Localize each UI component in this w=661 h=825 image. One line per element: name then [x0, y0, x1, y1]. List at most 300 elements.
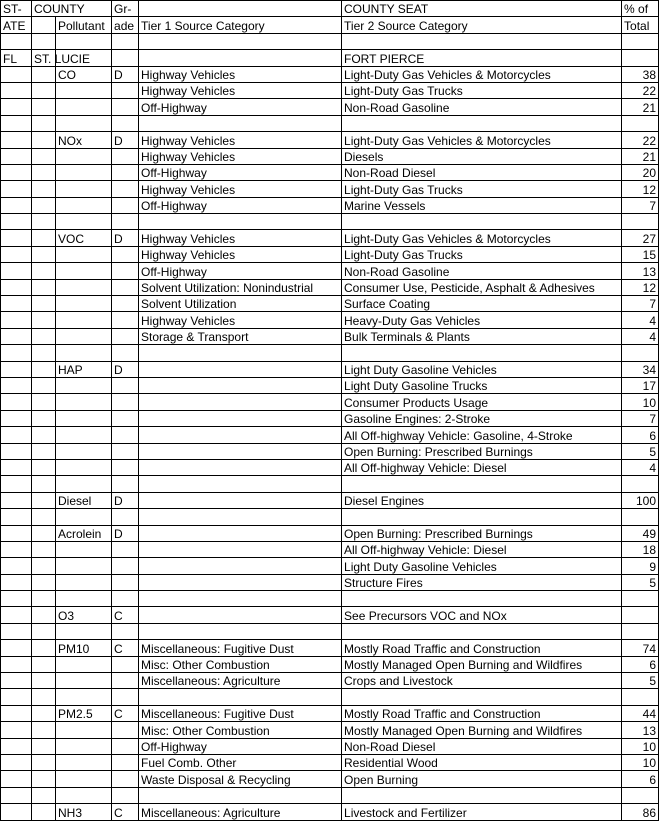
percent-cell: 74 — [622, 640, 659, 656]
grade-cell — [112, 115, 139, 131]
table-row — [1, 50, 659, 66]
table-row — [1, 197, 659, 213]
percent-cell — [622, 476, 659, 492]
county-cell — [32, 787, 56, 803]
table-row — [1, 591, 659, 607]
pollutant-cell — [56, 312, 112, 328]
grade-cell — [112, 574, 139, 590]
pollutant-cell — [56, 263, 112, 279]
state-cell — [1, 476, 32, 492]
state-cell — [1, 230, 32, 246]
pollutant-cell — [56, 787, 112, 803]
tier1-cell — [139, 476, 342, 492]
tier2-cell — [342, 115, 622, 131]
table-row — [1, 99, 659, 115]
tier2-cell: Livestock and Fertilizer — [342, 804, 622, 820]
pollutant-cell — [56, 673, 112, 689]
pollutant-cell: Acrolein — [56, 525, 112, 541]
state-cell — [1, 509, 32, 525]
grade-cell — [112, 148, 139, 164]
county-cell — [32, 279, 56, 295]
state-cell — [1, 591, 32, 607]
county-cell — [32, 246, 56, 262]
table-row — [1, 722, 659, 738]
tier2-cell: Heavy-Duty Gas Vehicles — [342, 312, 622, 328]
state-cell — [1, 656, 32, 672]
tier1-cell — [139, 623, 342, 639]
state-cell — [1, 345, 32, 361]
tier2-cell: Non-Road Gasoline — [342, 99, 622, 115]
grade-cell — [112, 279, 139, 295]
percent-cell: 4 — [622, 312, 659, 328]
state-cell — [1, 148, 32, 164]
grade-cell — [112, 754, 139, 770]
grade-cell — [112, 328, 139, 344]
grade-cell — [112, 82, 139, 98]
tier2-cell — [342, 689, 622, 705]
county-cell — [32, 574, 56, 590]
tier1-cell: Off-Highway — [139, 263, 342, 279]
state-cell — [1, 541, 32, 557]
state-cell — [1, 459, 32, 475]
grade-cell — [112, 246, 139, 262]
pollutant-cell — [56, 296, 112, 312]
state-cell — [1, 492, 32, 508]
county-cell — [32, 263, 56, 279]
table-row — [1, 312, 659, 328]
percent-cell: 10 — [622, 754, 659, 770]
pollutant-cell — [56, 33, 112, 49]
county-cell — [32, 377, 56, 393]
percent-cell: 18 — [622, 541, 659, 557]
state-cell — [1, 722, 32, 738]
state-cell — [1, 673, 32, 689]
tier1-cell: Miscellaneous: Agriculture — [139, 673, 342, 689]
grade-cell — [112, 689, 139, 705]
tier2-cell: Light-Duty Gas Trucks — [342, 82, 622, 98]
percent-cell — [622, 607, 659, 623]
pollutant-cell: HAP — [56, 361, 112, 377]
state-cell — [1, 607, 32, 623]
county-cell — [32, 640, 56, 656]
tier1-cell: Highway Vehicles — [139, 312, 342, 328]
tier1-cell — [139, 558, 342, 574]
table-row — [1, 427, 659, 443]
pollutant-cell — [56, 197, 112, 213]
percent-cell: 7 — [622, 410, 659, 426]
tier1-cell: Waste Disposal & Recycling — [139, 771, 342, 787]
county-cell — [32, 738, 56, 754]
state-cell — [1, 640, 32, 656]
grade-cell — [112, 476, 139, 492]
tier1-cell: Miscellaneous: Fugitive Dust — [139, 640, 342, 656]
county-cell — [32, 722, 56, 738]
pollutant-cell — [56, 722, 112, 738]
table-row — [1, 148, 659, 164]
pollutant-cell — [56, 591, 112, 607]
tier2-cell: Consumer Products Usage — [342, 394, 622, 410]
table-row — [1, 459, 659, 475]
tier1-cell — [139, 377, 342, 393]
tier2-cell: Non-Road Diesel — [342, 738, 622, 754]
grade-cell: D — [112, 361, 139, 377]
table-row — [1, 296, 659, 312]
pollutant-cell: NH3 — [56, 804, 112, 820]
table-row — [1, 279, 659, 295]
percent-cell: 13 — [622, 722, 659, 738]
grade-cell — [112, 656, 139, 672]
county-cell: ST. LUCIE — [32, 50, 56, 66]
pollutant-cell — [56, 427, 112, 443]
county-cell — [32, 509, 56, 525]
tier1-cell: Storage & Transport — [139, 328, 342, 344]
tier2-cell: All Off-highway Vehicle: Gasoline, 4-Stroke — [342, 427, 622, 443]
tier1-cell: Highway Vehicles — [139, 66, 342, 82]
tier1-cell: Solvent Utilization — [139, 296, 342, 312]
percent-cell: 9 — [622, 558, 659, 574]
table-row — [1, 394, 659, 410]
state-cell — [1, 312, 32, 328]
tier1-cell — [139, 689, 342, 705]
state-cell — [1, 132, 32, 148]
pollutant-cell — [56, 377, 112, 393]
pollutant-cell — [56, 771, 112, 787]
county-cell — [32, 689, 56, 705]
county-cell — [32, 148, 56, 164]
county-cell — [32, 459, 56, 475]
tier1-cell: Highway Vehicles — [139, 181, 342, 197]
percent-cell — [622, 591, 659, 607]
header-cell: ATE — [1, 17, 32, 33]
grade-cell: C — [112, 607, 139, 623]
pollutant-cell — [56, 541, 112, 557]
tier1-cell: Fuel Comb. Other — [139, 754, 342, 770]
percent-cell — [622, 214, 659, 230]
grade-cell — [112, 541, 139, 557]
tier1-cell: Solvent Utilization: Nonindustrial — [139, 279, 342, 295]
pollutant-cell — [56, 246, 112, 262]
state-cell — [1, 738, 32, 754]
tier1-cell — [139, 509, 342, 525]
pollutant-cell: VOC — [56, 230, 112, 246]
tier2-cell: Open Burning — [342, 771, 622, 787]
county-cell — [32, 410, 56, 426]
grade-cell — [112, 197, 139, 213]
tier2-cell: Structure Fires — [342, 574, 622, 590]
grade-cell — [112, 673, 139, 689]
grade-cell: D — [112, 66, 139, 82]
state-cell — [1, 279, 32, 295]
tier2-cell: Consumer Use, Pesticide, Asphalt & Adhesives — [342, 279, 622, 295]
county-cell — [32, 82, 56, 98]
state-cell — [1, 181, 32, 197]
tier1-cell: Off-Highway — [139, 197, 342, 213]
tier1-cell: Misc: Other Combustion — [139, 656, 342, 672]
table-row — [1, 115, 659, 131]
percent-cell — [622, 50, 659, 66]
county-cell — [32, 476, 56, 492]
percent-cell: 4 — [622, 459, 659, 475]
table-row — [1, 345, 659, 361]
tier1-cell — [139, 394, 342, 410]
county-cell — [32, 673, 56, 689]
state-cell — [1, 623, 32, 639]
county-cell — [32, 181, 56, 197]
table-row — [1, 492, 659, 508]
percent-cell: 12 — [622, 279, 659, 295]
table-row — [1, 214, 659, 230]
percent-cell: 21 — [622, 99, 659, 115]
tier2-cell: Marine Vessels — [342, 197, 622, 213]
county-cell — [32, 427, 56, 443]
tier1-cell — [139, 525, 342, 541]
county-cell — [32, 558, 56, 574]
percent-cell: 6 — [622, 656, 659, 672]
grade-cell: C — [112, 640, 139, 656]
tier2-cell: Mostly Managed Open Burning and Wildfires — [342, 656, 622, 672]
state-cell — [1, 705, 32, 721]
percent-cell: 44 — [622, 705, 659, 721]
pollutant-cell — [56, 623, 112, 639]
grade-cell: D — [112, 132, 139, 148]
header-grade-cell: Gr- — [112, 1, 139, 17]
table-row — [1, 33, 659, 49]
state-cell — [1, 263, 32, 279]
tier2-cell: Light-Duty Gas Vehicles & Motorcycles — [342, 132, 622, 148]
grade-cell — [112, 312, 139, 328]
state-cell — [1, 115, 32, 131]
pollutant-cell: PM10 — [56, 640, 112, 656]
tier1-cell — [139, 410, 342, 426]
county-cell — [32, 705, 56, 721]
county-cell — [32, 623, 56, 639]
percent-cell: 20 — [622, 164, 659, 180]
percent-cell: 100 — [622, 492, 659, 508]
state-cell — [1, 787, 32, 803]
grade-cell: D — [112, 230, 139, 246]
tier1-cell: Highway Vehicles — [139, 82, 342, 98]
percent-cell: 6 — [622, 427, 659, 443]
percent-cell: 49 — [622, 525, 659, 541]
percent-cell: 13 — [622, 263, 659, 279]
pollutant-cell — [56, 82, 112, 98]
tier2-cell: Light Duty Gasoline Vehicles — [342, 361, 622, 377]
table-row — [1, 541, 659, 557]
tier1-cell — [139, 574, 342, 590]
tier2-cell: Light Duty Gasoline Vehicles — [342, 558, 622, 574]
state-cell — [1, 525, 32, 541]
tier2-cell — [342, 509, 622, 525]
county-cell — [32, 607, 56, 623]
grade-cell — [112, 443, 139, 459]
tier2-cell: Mostly Road Traffic and Construction — [342, 705, 622, 721]
tier2-cell — [342, 623, 622, 639]
tier1-cell: Off-Highway — [139, 738, 342, 754]
state-cell — [1, 99, 32, 115]
grade-cell — [112, 787, 139, 803]
grade-cell — [112, 459, 139, 475]
table-row — [1, 607, 659, 623]
pollutant-cell: PM2.5 — [56, 705, 112, 721]
tier2-cell — [342, 214, 622, 230]
tier1-cell: Highway Vehicles — [139, 132, 342, 148]
grade-cell: D — [112, 525, 139, 541]
county-cell — [32, 312, 56, 328]
state-cell — [1, 197, 32, 213]
county-cell — [32, 345, 56, 361]
pollutant-cell — [56, 99, 112, 115]
header-county-seat-cell: COUNTY SEAT — [342, 1, 622, 17]
pollutant-cell — [56, 574, 112, 590]
tier2-cell: Gasoline Engines: 2-Stroke — [342, 410, 622, 426]
tier2-cell: See Precursors VOC and NOx — [342, 607, 622, 623]
tier1-cell: Off-Highway — [139, 164, 342, 180]
state-cell — [1, 443, 32, 459]
table-row — [1, 164, 659, 180]
county-cell — [32, 394, 56, 410]
tier2-cell: Light Duty Gasoline Trucks — [342, 377, 622, 393]
state-cell — [1, 771, 32, 787]
percent-cell — [622, 115, 659, 131]
percent-cell: 10 — [622, 738, 659, 754]
header-row-2 — [1, 17, 659, 33]
tier1-cell: Miscellaneous: Agriculture — [139, 804, 342, 820]
pollutant-cell — [56, 738, 112, 754]
percent-cell: 22 — [622, 132, 659, 148]
tier2-cell: All Off-highway Vehicle: Diesel — [342, 459, 622, 475]
state-cell: FL — [1, 50, 32, 66]
table-row — [1, 443, 659, 459]
pollutant-cell: CO — [56, 66, 112, 82]
percent-cell: 10 — [622, 394, 659, 410]
tier2-cell: Light-Duty Gas Vehicles & Motorcycles — [342, 66, 622, 82]
state-cell — [1, 410, 32, 426]
state-cell — [1, 427, 32, 443]
table-row — [1, 705, 659, 721]
tier2-cell: Open Burning: Prescribed Burnings — [342, 443, 622, 459]
grade-cell — [112, 591, 139, 607]
percent-cell: 86 — [622, 804, 659, 820]
pollutant-cell — [56, 443, 112, 459]
table-row — [1, 263, 659, 279]
pollutant-cell — [56, 656, 112, 672]
percent-cell — [622, 509, 659, 525]
tier2-cell: Diesels — [342, 148, 622, 164]
percent-cell: 7 — [622, 197, 659, 213]
county-cell — [32, 541, 56, 557]
table-row — [1, 656, 659, 672]
state-cell — [1, 82, 32, 98]
grade-cell — [112, 394, 139, 410]
state-cell — [1, 689, 32, 705]
county-cell — [32, 99, 56, 115]
state-cell — [1, 377, 32, 393]
tier2-cell: Non-Road Gasoline — [342, 263, 622, 279]
county-cell — [32, 443, 56, 459]
table-row — [1, 476, 659, 492]
grade-cell: C — [112, 705, 139, 721]
pollutant-cell — [56, 394, 112, 410]
state-cell — [1, 214, 32, 230]
pollutant-cell — [56, 558, 112, 574]
tier1-cell — [139, 214, 342, 230]
grade-cell — [112, 410, 139, 426]
header-cell: Tier 1 Source Category — [139, 17, 342, 33]
grade-cell — [112, 722, 139, 738]
county-cell — [32, 296, 56, 312]
table-row — [1, 377, 659, 393]
tier1-cell — [139, 492, 342, 508]
tier1-cell — [139, 345, 342, 361]
table-row — [1, 230, 659, 246]
tier2-cell: Non-Road Diesel — [342, 164, 622, 180]
percent-cell: 5 — [622, 443, 659, 459]
percent-cell: 21 — [622, 148, 659, 164]
tier1-cell — [139, 591, 342, 607]
header-row-1 — [1, 1, 659, 17]
pollutant-cell — [56, 279, 112, 295]
pollutant-cell — [56, 214, 112, 230]
county-cell — [32, 132, 56, 148]
tier2-cell — [342, 591, 622, 607]
pollutant-cell — [56, 410, 112, 426]
table-row — [1, 410, 659, 426]
county-cell — [32, 197, 56, 213]
percent-cell — [622, 787, 659, 803]
tier1-cell: Highway Vehicles — [139, 230, 342, 246]
tier2-cell: Open Burning: Prescribed Burnings — [342, 525, 622, 541]
tier2-cell: All Off-highway Vehicle: Diesel — [342, 541, 622, 557]
header-cell: ade — [112, 17, 139, 33]
tier2-cell: Diesel Engines — [342, 492, 622, 508]
state-cell — [1, 164, 32, 180]
pollutant-cell — [56, 181, 112, 197]
header-state-cell: ST- — [1, 1, 32, 17]
county-cell — [32, 656, 56, 672]
table-row — [1, 525, 659, 541]
tier1-cell — [139, 787, 342, 803]
grade-cell — [112, 345, 139, 361]
county-cell — [32, 115, 56, 131]
pollutant-cell — [56, 148, 112, 164]
header-cell: Total — [622, 17, 659, 33]
grade-cell — [112, 50, 139, 66]
pollutant-cell — [56, 164, 112, 180]
percent-cell — [622, 33, 659, 49]
header-tier1-cell — [139, 1, 342, 17]
county-cell — [32, 804, 56, 820]
percent-cell: 17 — [622, 377, 659, 393]
tier2-cell: Surface Coating — [342, 296, 622, 312]
pollutant-cell: NOx — [56, 132, 112, 148]
table-row — [1, 181, 659, 197]
pollutant-cell — [56, 115, 112, 131]
percent-cell: 15 — [622, 246, 659, 262]
percent-cell: 27 — [622, 230, 659, 246]
state-cell — [1, 558, 32, 574]
tier1-cell: Miscellaneous: Fugitive Dust — [139, 705, 342, 721]
table-row — [1, 754, 659, 770]
grade-cell — [112, 427, 139, 443]
tier2-cell — [342, 345, 622, 361]
tier1-cell: Highway Vehicles — [139, 148, 342, 164]
grade-cell: D — [112, 492, 139, 508]
county-cell — [32, 591, 56, 607]
tier2-cell: Light-Duty Gas Vehicles & Motorcycles — [342, 230, 622, 246]
state-cell — [1, 296, 32, 312]
tier1-cell — [139, 115, 342, 131]
tier1-cell — [139, 50, 342, 66]
